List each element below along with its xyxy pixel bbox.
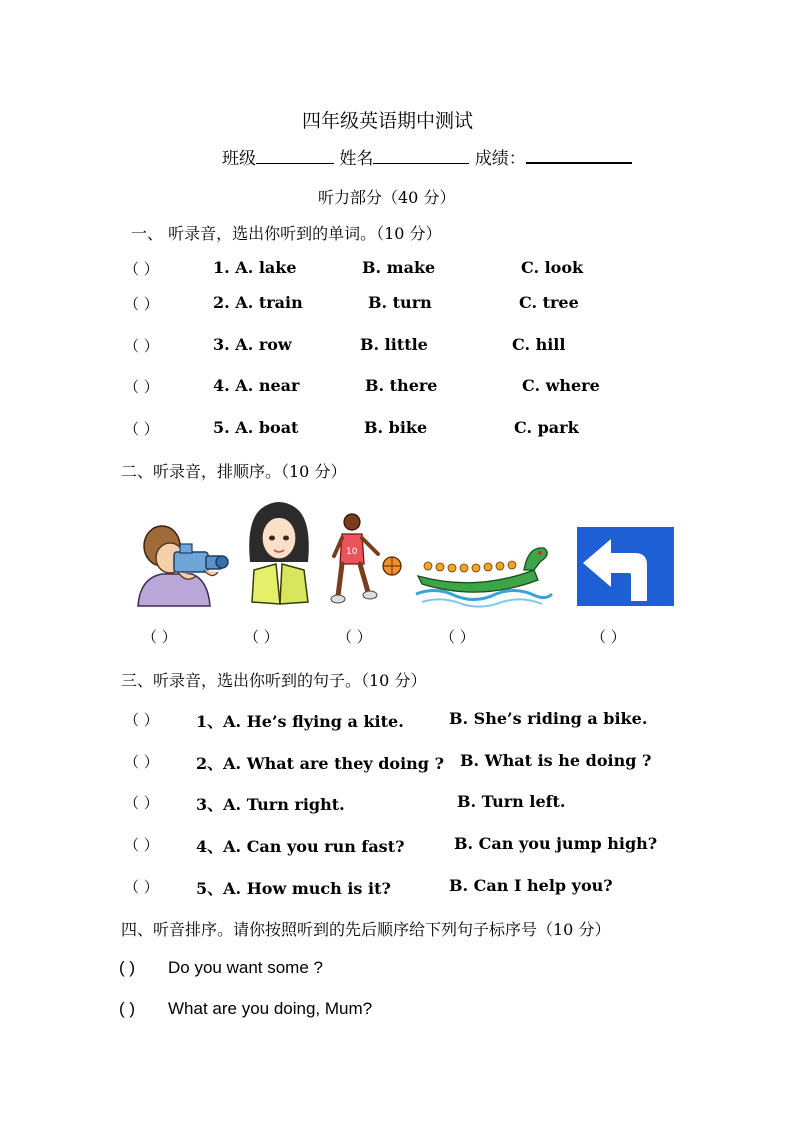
option-a: 5、A. How much is it? [196,879,391,898]
option-b: B. make [362,258,436,277]
class-field[interactable] [256,147,334,164]
answer-blank[interactable]: （ ） [124,711,159,729]
option-a: 4、A. Can you run fast? [196,837,405,856]
option-b: B. Can you jump high? [454,834,658,853]
option-a: 2. A. train [213,293,303,312]
turn-left-sign-icon [577,527,674,606]
answer-blank[interactable]: （ ） [124,836,159,854]
option-b: B. What is he doing ? [460,751,652,770]
answer-blank[interactable]: （ ） [124,420,159,438]
option-a: 4. A. near [213,376,300,395]
option-c: C. tree [519,293,579,312]
option-a: 2、A. What are they doing ? [196,754,444,773]
option-a: 1、A. He’s flying a kite. [196,712,404,731]
option-c: C. look [521,258,584,277]
order-blank[interactable]: ( ) [119,999,136,1018]
option-b: B. Can I help you? [449,876,613,895]
answer-blank[interactable]: （ ） [124,378,159,396]
option-a: 1. A. lake [213,258,297,277]
answer-blank[interactable]: （ ） [124,794,159,812]
option-b: B. She’s riding a bike. [449,709,648,728]
option-b: B. bike [364,418,428,437]
basketball-player-icon [332,512,404,606]
option-b: B. turn [368,293,432,312]
order-blank-5[interactable]: （ ） [591,628,626,646]
option-a: 3. A. row [213,335,292,354]
order-blank-4[interactable]: （ ） [440,628,475,646]
option-b: B. Turn left. [457,792,566,811]
answer-blank[interactable]: （ ） [124,878,159,896]
answer-blank[interactable]: （ ） [124,753,159,771]
option-b: B. little [360,335,428,354]
option-c: C. where [522,376,600,395]
option-a: 5. A. boat [213,418,299,437]
class-label: 班级 [222,149,256,169]
order-blank-2[interactable]: （ ） [244,628,279,646]
girl-reading-icon [240,500,318,606]
order-blank-1[interactable]: （ ） [142,628,177,646]
student-info-line [222,144,632,169]
video-camera-man-icon [134,518,230,608]
option-c: C. hill [512,335,566,354]
name-field[interactable] [373,147,469,164]
order-blank[interactable]: ( ) [119,958,136,977]
answer-blank[interactable]: （ ） [124,260,159,278]
dragon-boat-icon [416,540,552,610]
svg-text:10: 10 [346,547,358,557]
option-b: B. there [365,376,438,395]
section2-title: 二、听录音，排顺序。（10 分） [121,462,347,481]
section1-title: 一、 听录音，选出你听到的单词。（10 分） [131,224,442,243]
order-blank-3[interactable]: （ ） [337,628,372,646]
score-label: 成绩： [474,149,526,169]
sentence-text: What are you doing, Mum? [168,999,373,1018]
option-a: 3、A. Turn right. [196,795,345,814]
name-label: 姓名 [339,149,374,169]
sentence-text: Do you want some ? [168,958,323,977]
section4-title: 四、听音排序。请你按照听到的先后顺序给下列句子标序号（10 分） [121,920,611,939]
option-c: C. park [514,418,579,437]
page-title: 四年级英语期中测试 [302,110,474,132]
score-field[interactable] [526,146,632,164]
answer-blank[interactable]: （ ） [124,337,159,355]
section3-title: 三、听录音，选出你听到的句子。（10 分） [121,671,427,690]
answer-blank[interactable]: （ ） [124,295,159,313]
listening-title: 听力部分（40 分） [318,188,456,207]
